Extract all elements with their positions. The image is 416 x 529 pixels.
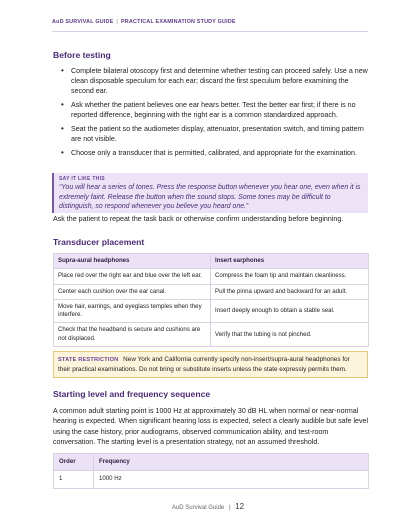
footer-separator: | [228,505,231,511]
table-row [54,323,369,347]
column-header: Supra-aural headphones [54,254,211,269]
list-item: • Choose only a transducer that is permitted, calibrated, and appropriate for the examination. [53,148,371,158]
transducer-table [53,253,369,347]
restriction-text: New York and California currently specify non-insert/supra-aural headphones for their practical examinations. Do not bring or substitute inserts unless the state expressly permits them. [58,356,350,373]
table-row [54,471,369,488]
section-title-before-testing: Before testing [53,50,111,60]
frequency-sequence-table [53,453,369,489]
say-it-callout [52,173,368,213]
table-cell: Center each cushion over the ear canal. [54,284,211,299]
column-header: Frequency [94,454,369,471]
table-cell: Pull the pinna upward and backward for an adult. [211,284,369,299]
table-cell: Place red over the right ear and blue over the left ear. [54,269,211,284]
before-testing-list [53,66,371,162]
table-cell: Verify that the tubing is not pinched. [211,323,369,347]
list-item: • Ask whether the patient believes one ear hears better. Test the better ear first; if there is no reported difference, beginning with the right ear is a common standardized approach. [53,100,371,120]
list-item: • Seat the patient so the audiometer display, attenuator, presentation switch, and timing pattern are not visible. [53,124,371,144]
table-row [54,299,369,323]
table-cell: 1 [54,471,94,488]
header-rule [52,31,368,32]
footer-label: AuD Survival Guide [171,505,225,511]
callout-quote: “You will hear a series of tones. Press the response button whenever you hear one, even when it is extremely faint. Release the button when the sound stops. Some tones may be difficult to distinguish, so respond whenever you believe you heard one.” [59,184,361,210]
callout-tag: SAY IT LIKE THIS [59,176,105,182]
list-item: • Complete bilateral otoscopy first and determine whether testing can proceed safely. Use a new clean disposable speculum for each ear; discard the first speculum before examining the second ear. [53,66,371,97]
table-cell: Compress the foam tip and maintain cleanliness. [211,269,369,284]
table-row [54,284,369,299]
table-cell: Move hair, earrings, and eyeglass temples when they interfere. [54,299,211,323]
restriction-tag: STATE RESTRICTION [58,357,119,363]
header-guide-title: AuD SURVIVAL GUIDE [52,19,114,25]
column-header: Order [54,454,94,471]
table-cell: 1000 Hz [94,471,369,488]
column-header: Insert earphones [211,254,369,269]
running-header [52,19,236,25]
section-title-starting-level: Starting level and frequency sequence [53,389,211,399]
header-section-title: PRACTICAL EXAMINATION STUDY GUIDE [121,19,236,25]
page-footer [0,502,416,511]
starting-level-text: A common adult starting point is 1000 Hz at approximately 30 dB HL when normal or near-normal hearing is expected. When significant hearing loss is expected, select a clearly audible but safe level using the case history, prior audiograms, observed communication ability, and test-room conversation. The starting level is a presentation strategy, not an assumed threshold. [53,407,369,447]
page-number: 12 [235,502,245,511]
table-header-row [54,254,369,269]
state-restriction-note [53,351,368,378]
header-separator: | [116,19,119,25]
table-cell: Check that the headband is secure and cushions are not displaced. [54,323,211,347]
table-header-row [54,454,369,471]
confirm-understanding-text: Ask the patient to repeat the task back or otherwise confirm understanding before beginning. [53,215,344,223]
table-row [54,269,369,284]
table-cell: Insert deeply enough to obtain a stable seal. [211,299,369,323]
section-title-transducer: Transducer placement [53,237,145,247]
